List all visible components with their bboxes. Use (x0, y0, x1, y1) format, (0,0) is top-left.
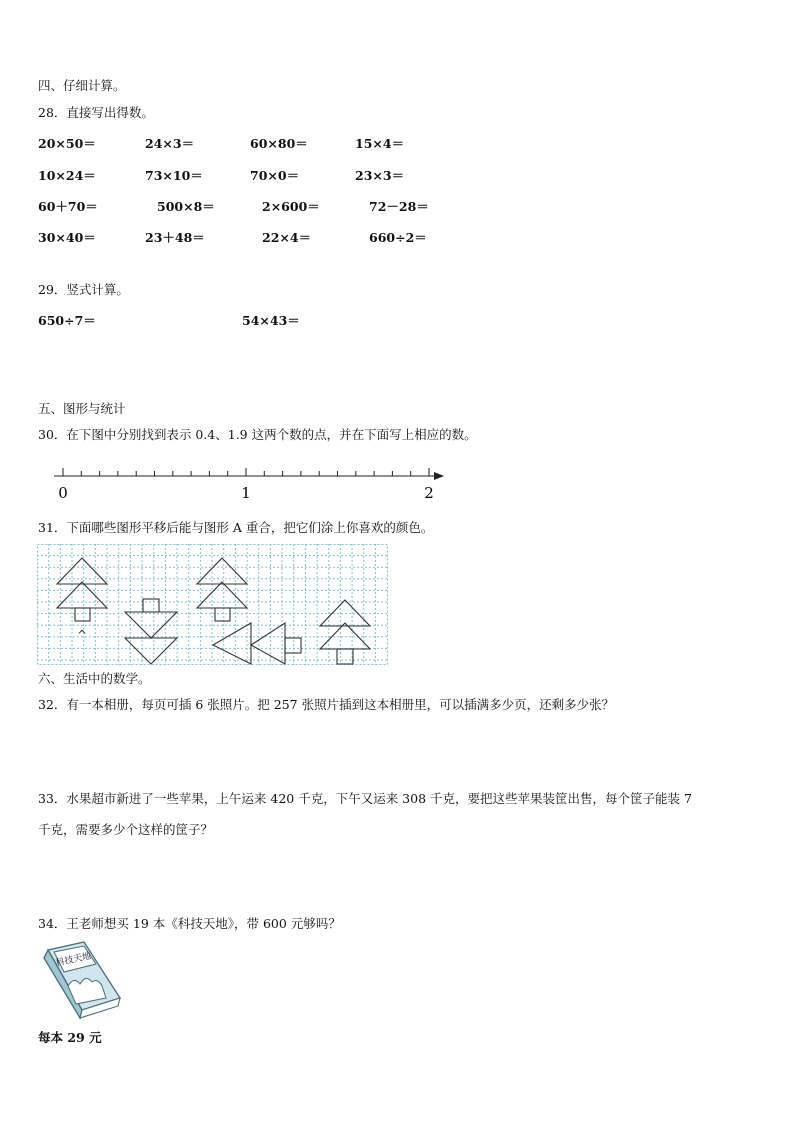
calc-item: 60＋70＝ (38, 199, 98, 214)
book-illustration (40, 940, 124, 1022)
calc-item: 10×24＝ (38, 168, 96, 183)
calc-item: 73×10＝ (145, 168, 203, 183)
q29-item: 54×43＝ (242, 313, 300, 328)
translation-grid (37, 544, 389, 666)
calc-item: 2×600＝ (262, 199, 320, 214)
calc-item: 500×8＝ (157, 199, 215, 214)
calc-item: 20×50＝ (38, 136, 96, 151)
q29-label: 29．竖式计算。 (38, 282, 129, 297)
calc-item: 60×80＝ (250, 136, 308, 151)
number-line (48, 460, 448, 505)
q31-label: 31．下面哪些图形平移后能与图形 A 重合，把它们涂上你喜欢的颜色。 (38, 520, 434, 535)
q28-label: 28．直接写出得数。 (38, 105, 154, 120)
shape-rotated-tree (213, 623, 301, 664)
calc-item: 22×4＝ (262, 230, 312, 245)
tick-label-0: 0 (58, 484, 68, 502)
shape-tree-right (320, 600, 370, 664)
section6-title: 六、生活中的数学。 (38, 671, 151, 686)
calc-item: 72－28＝ (369, 199, 429, 214)
q33-line1: 33．水果超市新进了一些苹果，上午运来 420 千克，下午又运来 308 千克，要把这些苹果装筐出售，每个筐子能装 7 (38, 791, 692, 806)
tick-label-1: 1 (241, 484, 251, 502)
section4-title: 四、仔细计算。 (38, 78, 126, 93)
q34-label: 34．王老师想买 19 本《科技天地》，带 600 元够吗？ (38, 916, 341, 931)
section5-title: 五、图形与统计 (38, 401, 126, 416)
calc-item: 660÷2＝ (369, 230, 427, 245)
calc-item: 70×0＝ (250, 168, 300, 183)
q29-item: 650÷7＝ (38, 313, 96, 328)
calc-item: 23＋48＝ (145, 230, 205, 245)
shape-a-mark: ^ (76, 628, 88, 642)
tick-label-2: 2 (424, 484, 434, 502)
calc-item: 24×3＝ (145, 136, 195, 151)
q30-label: 30．在下图中分别找到表示 0.4、1.9 这两个数的点，并在下面写上相应的数。 (38, 427, 477, 442)
calc-item: 23×3＝ (355, 168, 405, 183)
calc-item: 15×4＝ (355, 136, 405, 151)
calc-item: 30×40＝ (38, 230, 96, 245)
q32-text: 32．有一本相册，每页可插 6 张照片。把 257 张照片插到这本相册里，可以插满多少页，还剩多少张？ (38, 697, 615, 712)
shape-flipped-tree (125, 599, 177, 664)
book-title: 科技天地 (54, 951, 93, 969)
q33-line2: 千克，需要多少个这样的筐子？ (38, 822, 214, 837)
book-price: 每本 29 元 (38, 1030, 102, 1045)
